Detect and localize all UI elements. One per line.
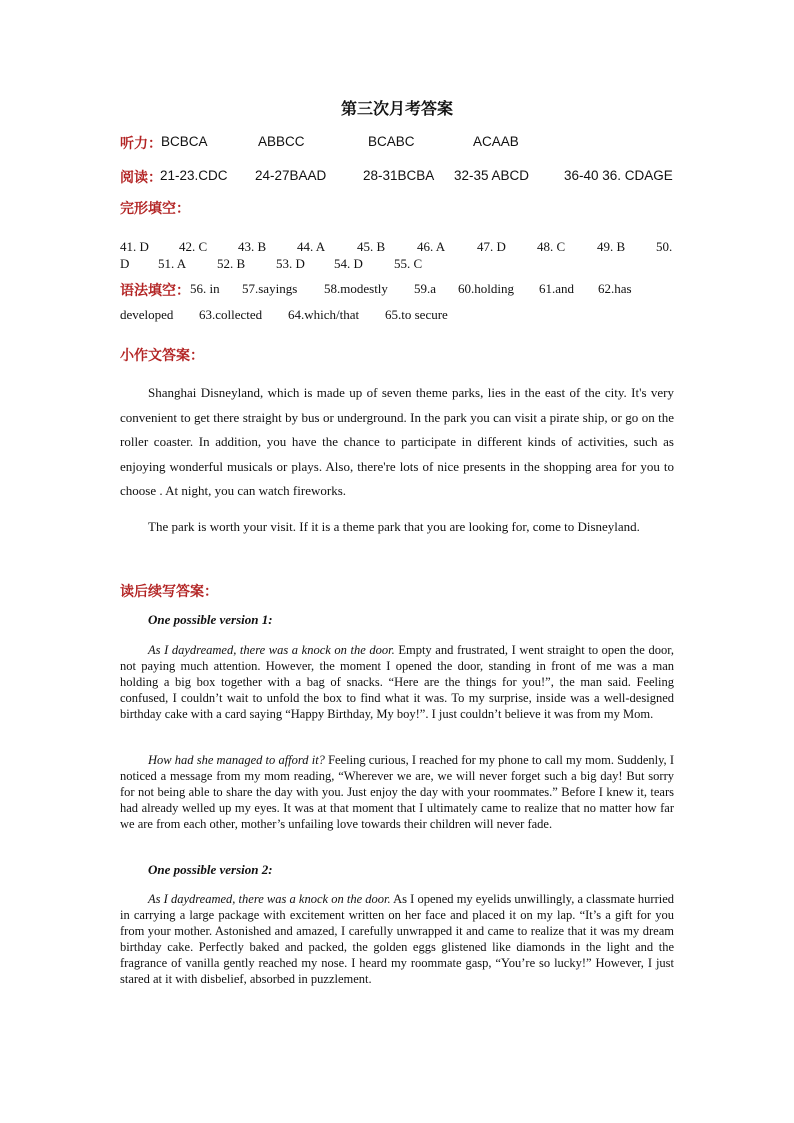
version-1-paragraph-1-lead: As I daydreamed, there was a knock on the door. [148,643,395,657]
grammar-answer: 62.has [598,281,632,296]
cloze-answer: 42. C [179,239,208,254]
grammar-answer: 60.holding [458,281,514,296]
listening-group-4: ACAAB [473,134,519,149]
short-essay-paragraph-2: The park is worth your visit. If it is a theme park that you are looking for, come to Disneyland. [148,519,640,534]
listening-answers [120,133,680,153]
version-1-heading: One possible version 1: [148,612,273,627]
cloze-answer: 55. C [394,256,423,271]
reading-group-3: 28-31BCBA [363,168,435,183]
reading-group-5: 36-40 36. CDAGE [564,168,673,183]
listening-group-1: BCBCA [161,134,208,149]
cloze-answer: 45. B [357,239,386,254]
cloze-label: 完形填空： [120,201,190,217]
cloze-answer: 52. B [217,256,246,271]
grammar-answer: developed [120,307,174,322]
short-essay-paragraph-1: Shanghai Disneyland, which is made up of seven theme parks, lies in the east of the city. It's very convenient to get there straight by bus or underground. In the park you can visit a pirate ship, or go on the roller coaster. In addition, you have the chance to participate in different kinds of activities, such as enjoying wonderful musicals or plays. Also, there're lots of nice presents in the shopping area for you to choose . At night, you can watch fireworks. [120,385,674,498]
reading-group-1: 21-23.CDC [160,168,228,183]
grammar-answer: 64.which/that [288,307,360,322]
listening-group-2: ABBCC [258,134,305,149]
cloze-answer: 41. D [120,239,149,254]
continuation-label: 读后续写答案： [120,584,218,600]
reading-label: 阅读： [120,170,162,186]
cloze-answer: 47. D [477,239,506,254]
reading-group-2: 24-27BAAD [255,168,327,183]
cloze-answer: 53. D [276,256,305,271]
version-2-paragraph-1 [120,891,674,987]
cloze-answers-row-1 [120,239,674,257]
version-1-paragraph-2-body: Feeling curious, I reached for my phone to call my mom. Suddenly, I noticed a message from my mom reading, “Wherever we are, we will never forget such a big day! But sorry for not being able to share the day with you. Just enjoy the day with your roommates.” Before I knew it, tears had already welled up my eyes. It was at that moment that I ultimately came to realize that no matter how far we are from each other, mother’s unfailing love towards their children will never fade. [120,753,674,831]
version-1-paragraph-2-lead: How had she managed to afford it? [148,753,325,767]
version-1-paragraph-1 [120,642,674,722]
cloze-answer: 46. A [417,239,446,254]
version-1-paragraph-1-body: Empty and frustrated, I went straight to open the door, not paying much attention. However, the moment I opened the door, standing in front of me was a man holding a big box together with a bag of snacks. “Here are the things for you!”, the man said. Feeling confused, I couldn’t wait to unfold the box to find what it was. To my surprise, inside was a well-designed birthday cake with a card saying “Happy Birthday, My boy!”. I just couldn’t believe it was from my Mom. [120,643,674,721]
cloze-answer: 43. B [238,239,267,254]
cloze-answer: 49. B [597,239,626,254]
cloze-answer: D [120,256,130,271]
version-2-paragraph-1-lead: As I daydreamed, there was a knock on the door. [148,892,391,906]
listening-label: 听力： [120,136,162,152]
grammar-answer: 59.a [414,281,437,296]
cloze-answer: 51. A [158,256,187,271]
grammar-answers-row-2 [120,307,674,325]
page-title: 第三次月考答案 [340,99,453,118]
cloze-answer: 50. [656,239,673,254]
cloze-answer: 54. D [334,256,363,271]
reading-group-4: 32-35 ABCD [454,168,530,183]
version-1-paragraph-2 [120,752,674,832]
grammar-answer: 65.to secure [385,307,448,322]
grammar-answers-row-1 [120,281,674,301]
version-2-paragraph-1-body: As I opened my eyelids unwillingly, a classmate hurried in carrying a large package with excitement written on her face and placed it on my lap. “It’s a gift for you from your mother. Astonished and amazed, I carefully unwrapped it and came to realize that it was my dream birthday cake. Perfectly baked and packed, the golden eggs glistened like diamonds in the light and the fragrance of vanilla gently reached my nose. I heard my roommate gasp, “You’re so lucky!” However, I just stared at it with disbelief, absorbed in puzzlement. [120,892,674,986]
short-essay-label: 小作文答案： [120,348,204,364]
grammar-answer: 57.sayings [242,281,298,296]
cloze-answer: 44. A [297,239,326,254]
version-2-heading: One possible version 2: [148,862,273,877]
grammar-label: 语法填空： [120,283,190,299]
reading-answers [120,167,680,187]
listening-group-3: BCABC [368,134,415,149]
cloze-answer: 48. C [537,239,566,254]
grammar-answer: 58.modestly [324,281,388,296]
grammar-answer: 63.collected [199,307,263,322]
cloze-answers-row-2 [120,256,674,274]
grammar-answer: 56. in [190,281,220,296]
grammar-answer: 61.and [539,281,575,296]
